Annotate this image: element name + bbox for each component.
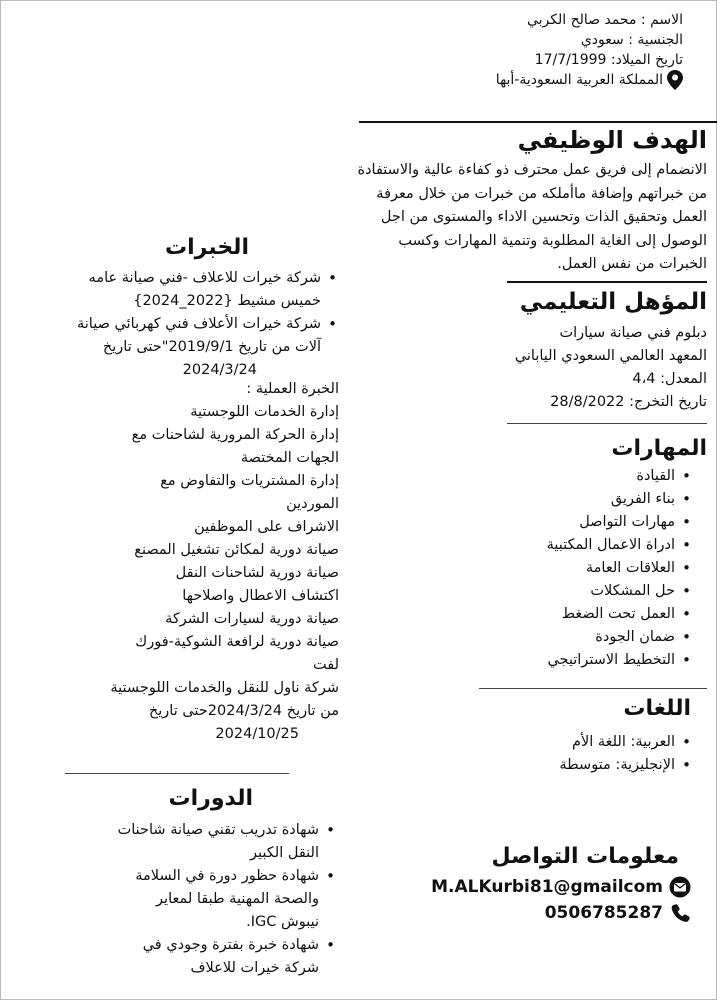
skill-item: • مهارات التواصل — [493, 511, 693, 534]
experience-line: • شركة خيرات الأعلاف فني كهربائي صيانة — [77, 316, 321, 332]
objective-text — [287, 159, 707, 277]
practical-line: إدارة الحركة المرورية لشاحنات مع — [131, 427, 339, 443]
education-line: دبلوم فني صيانة سيارات — [559, 325, 707, 341]
objective-line: الخبرات من نفس العمل. — [557, 256, 707, 272]
location-pin-icon — [667, 70, 683, 90]
languages-divider — [479, 688, 707, 689]
location-text: المملكة العربية السعودية-أبها — [495, 72, 663, 88]
experience-line: • شركة خيرات للاعلاف -فني صيانة عامه — [88, 270, 321, 286]
objective-line: العمل وتحقيق الذات وتحسين الاداء والمستوى من اجل — [380, 209, 707, 225]
email-row[interactable] — [391, 874, 691, 900]
phone-text[interactable]: 0506785287 — [544, 903, 663, 923]
skill-item: • حل المشكلات — [493, 580, 693, 603]
practical-line: اكتشاف الاعطال واصلاحها — [182, 588, 339, 604]
education-line: المعدل: 4،4 — [632, 371, 707, 387]
practical-line: صيانة دورية لسيارات الشركة — [165, 611, 339, 627]
practical-line: شركة ناول للنقل والخدمات اللوجستية — [110, 680, 339, 696]
practical-line: إدارة المشتريات والتفاوض مع — [160, 473, 339, 489]
objective-line: الوصول إلى الغاية المطلوبة وتنمية المهارات وكسب — [398, 232, 707, 249]
education-line: تاريخ التخرج: 28/8/2022 — [550, 394, 707, 410]
course-line: والصحة المهنية طبقا لمعاير — [156, 891, 319, 907]
email-text[interactable]: M.ALKurbi81@gmailcom — [431, 877, 663, 897]
education-details — [515, 322, 707, 414]
objective-line: من خبراتهم وإضافة ماأملكه من خبرات من خلال معرفة — [376, 185, 707, 202]
experience-item — [9, 313, 339, 382]
languages-list — [493, 731, 693, 777]
experience-line: 2024/3/24 — [182, 362, 257, 378]
education-line: المعهد العالمي السعودي الياباني — [514, 348, 707, 364]
contact-info — [391, 874, 691, 926]
course-line: • شهادة تدريب تقني صيانة شاحنات — [117, 822, 319, 838]
envelope-icon — [669, 876, 691, 898]
practical-line: صيانة دورية لرافعة الشوكية-فورك — [135, 634, 339, 650]
practical-line: لفت — [313, 657, 339, 673]
experience-list — [9, 267, 339, 382]
course-item — [17, 865, 337, 934]
skill-item: • التخطيط الاستراتيجي — [493, 649, 693, 672]
courses-divider — [65, 773, 289, 774]
name-line: الاسم : محمد صالح الكربي — [526, 12, 683, 28]
contact-title: معلومات التواصل — [491, 844, 679, 869]
nationality-line: الجنسية : سعودي — [580, 32, 683, 48]
experience-line: آلات من تاريخ 2019/9/1"حتى تاريخ — [102, 339, 321, 355]
experience-title: الخبرات — [165, 235, 249, 260]
phone-row[interactable] — [391, 900, 691, 926]
skill-item: • القيادة — [493, 465, 693, 488]
language-item: • العربية: اللغة الأم — [493, 731, 693, 754]
language-item: • الإنجليزية: متوسطة — [493, 754, 693, 777]
practical-heading: الخبرة العملية : — [246, 381, 339, 397]
course-item — [17, 934, 337, 980]
practical-line: من تاريخ 2024/3/24حتى تاريخ — [148, 703, 339, 719]
experience-line: خميس مشيط {2022_2024} — [133, 293, 321, 309]
courses-title: الدورات — [168, 786, 253, 811]
practical-line: صيانة دورية لشاحنات النقل — [175, 565, 339, 581]
birth-line: تاريخ الميلاد: 17/7/1999 — [534, 52, 683, 68]
course-line: • شهادة حظور دورة في السلامة — [135, 868, 319, 884]
skill-item: • ادراة الاعمال المكتبية — [493, 534, 693, 557]
course-item — [17, 819, 337, 865]
languages-title: اللغات — [623, 696, 691, 721]
education-divider — [507, 281, 707, 283]
courses-list — [17, 819, 337, 980]
practical-line: 2024/10/25 — [215, 726, 299, 742]
practical-line: الجهات المختصة — [240, 450, 339, 466]
course-line: النقل الكبير — [250, 845, 319, 861]
course-line: نيبوش IGC. — [246, 914, 319, 930]
experience-item — [9, 267, 339, 313]
practical-experience — [9, 378, 339, 746]
skill-item: • العلاقات العامة — [493, 557, 693, 580]
practical-line: إدارة الخدمات اللوجستية — [190, 404, 339, 420]
practical-line: الاشراف على الموظفين — [194, 519, 339, 535]
phone-icon — [669, 902, 691, 924]
personal-info — [383, 10, 683, 90]
education-title: المؤهل التعليمي — [519, 289, 707, 315]
skills-list — [493, 465, 693, 672]
skill-item: • بناء الفريق — [493, 488, 693, 511]
skills-title: المهارات — [611, 436, 707, 461]
course-line: • شهادة خبرة بفترة وجودي في — [142, 937, 319, 953]
objective-line: الانضمام إلى فريق عمل محترف ذو كفاءة عالية والاستفادة — [357, 162, 707, 178]
practical-line: صيانة دورية لمكائن تشغيل المصنع — [134, 542, 339, 558]
objective-divider — [359, 121, 717, 123]
practical-line: الموردين — [286, 496, 339, 512]
skill-item: • العمل تحت الضغط — [493, 603, 693, 626]
location-line — [383, 70, 683, 90]
objective-title: الهدف الوظيفي — [517, 126, 707, 154]
course-line: شركة خيرات للاعلاف — [190, 960, 319, 976]
skill-item: • ضمان الجودة — [493, 626, 693, 649]
skills-divider — [507, 423, 707, 424]
